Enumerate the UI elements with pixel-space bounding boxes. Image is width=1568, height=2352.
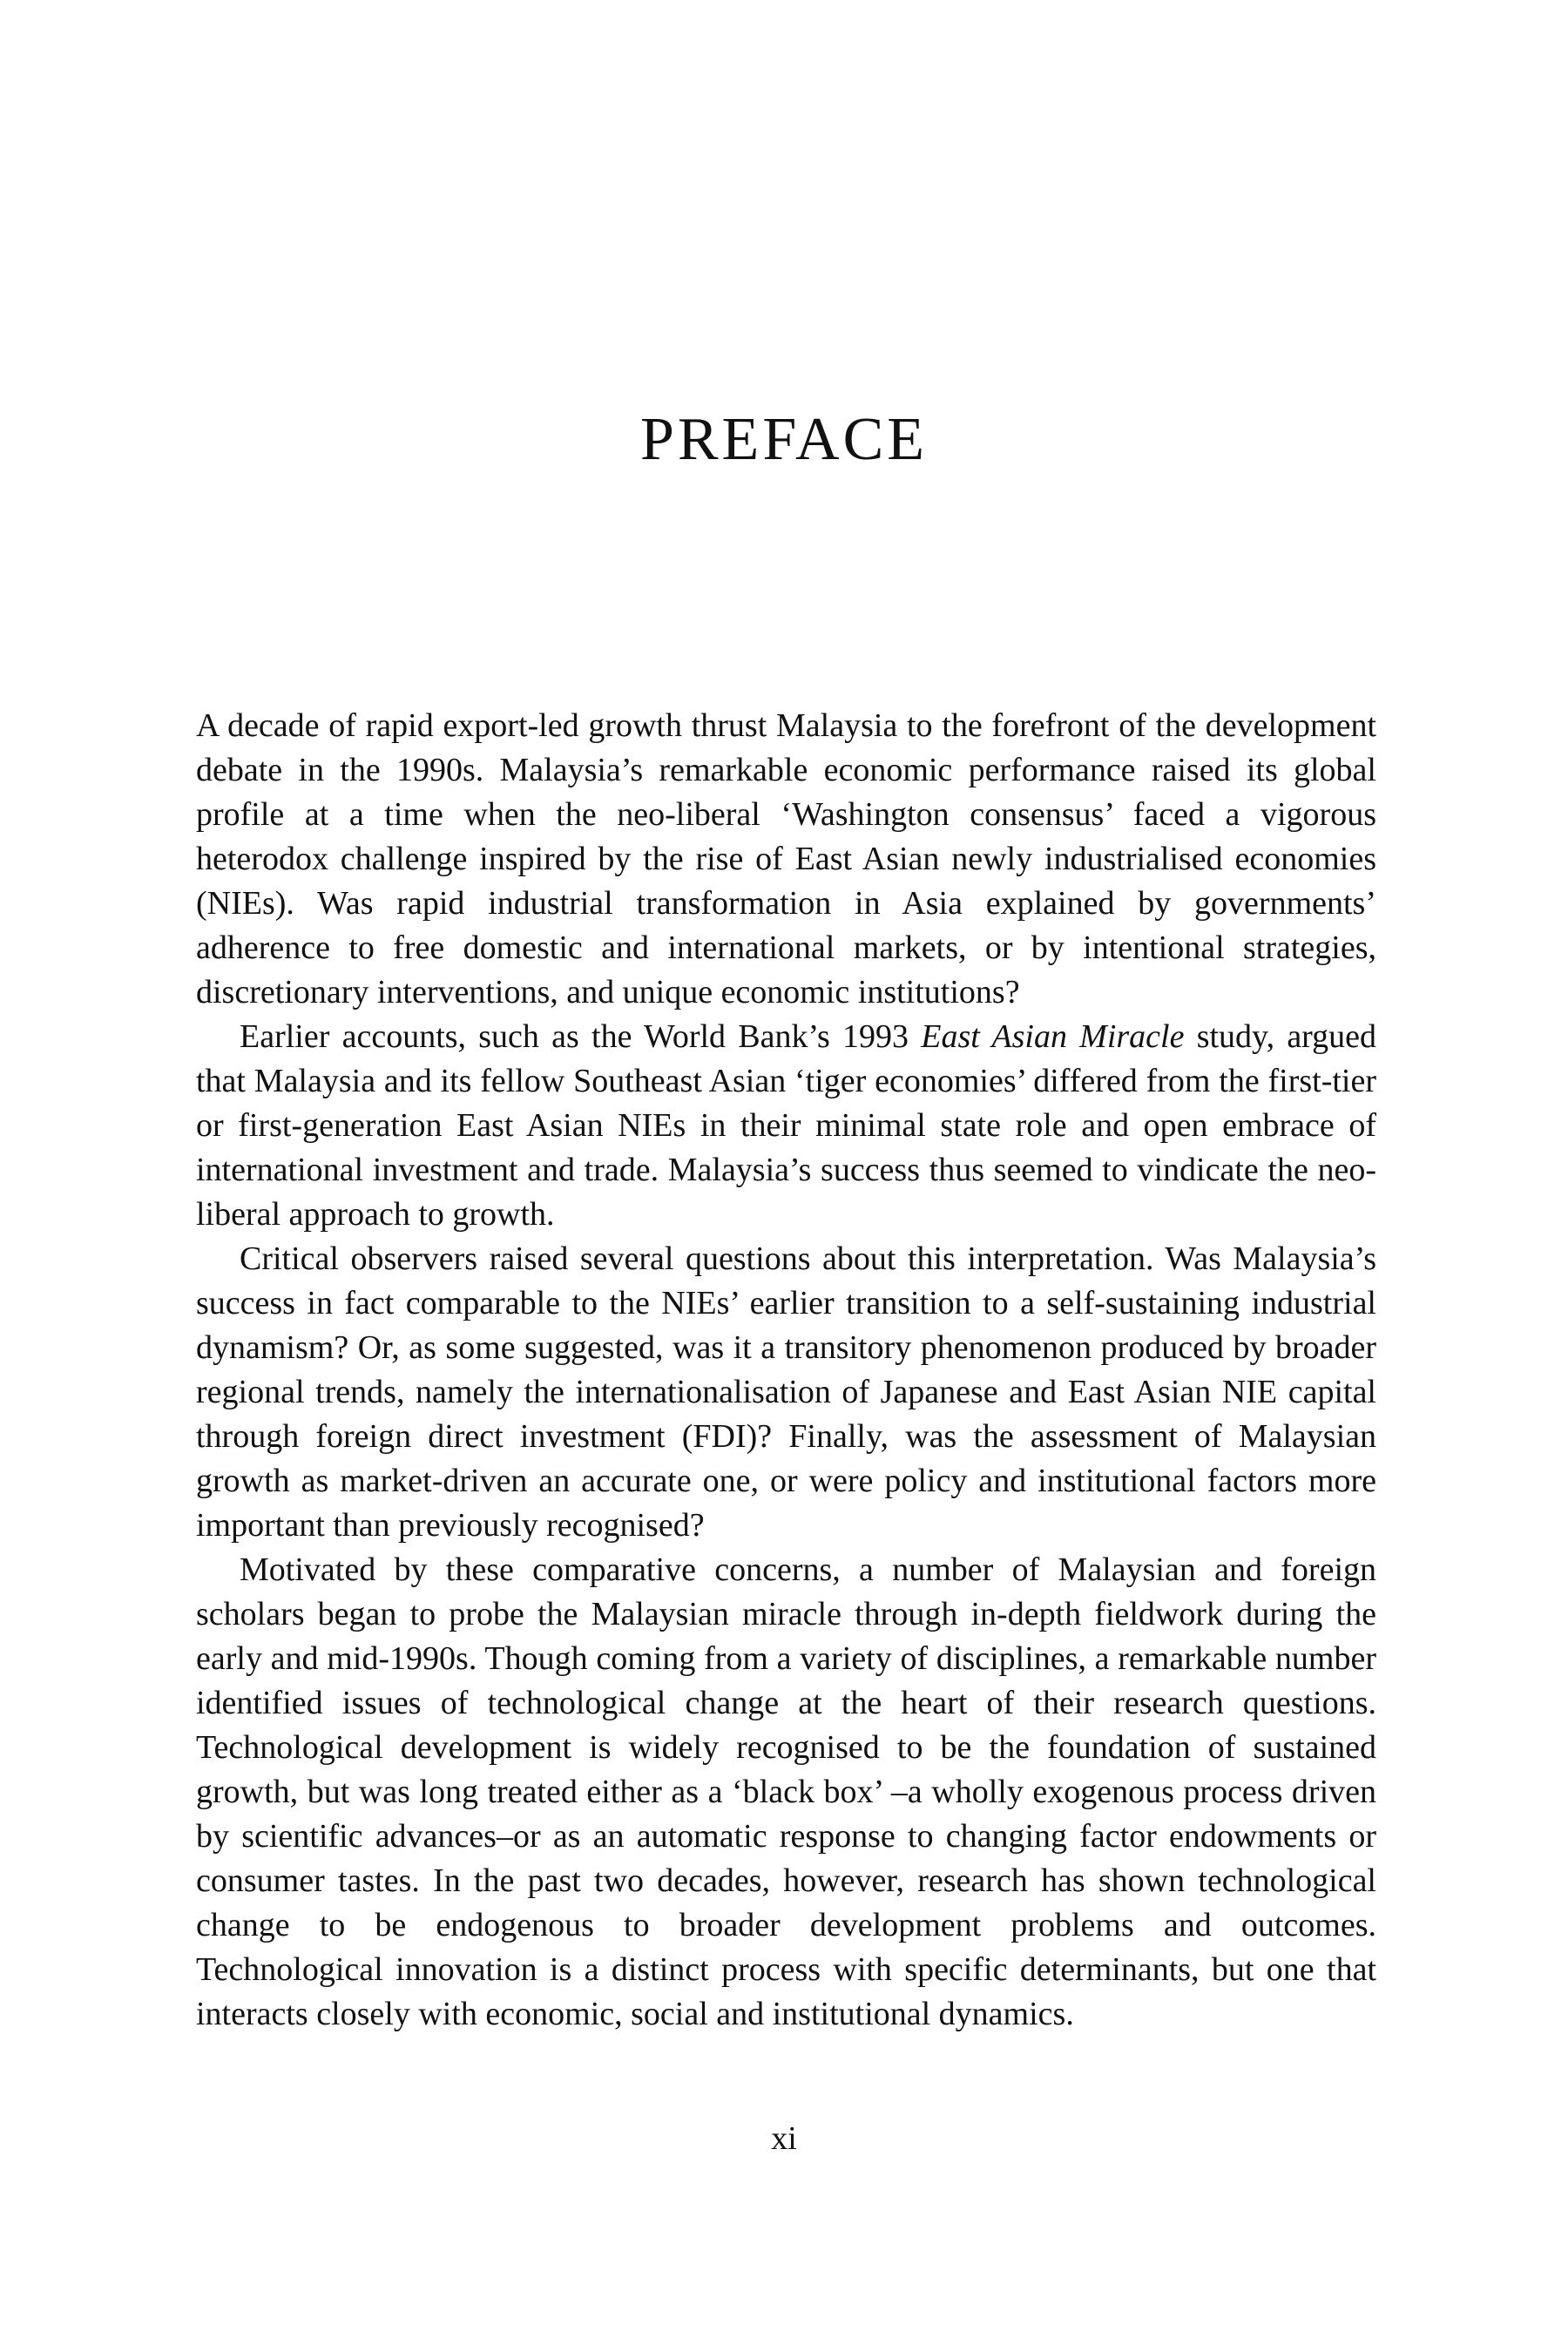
paragraph-4: Motivated by these comparative concerns, a number of Malaysian and foreign scholars began to probe the Malaysian miracle through in-depth fieldwork during the early and mid-1990s. Though coming from a variety of disciplines, a remarkable number identified issues of technological change at the heart of their research questions. Technological development is widely recognised to be the foundation of sustained growth, but was long treated either as a ‘black box’ –a wholly exogenous process driven by scientific advances–or as an automatic response to changing factor endowments or consumer tastes. In the past two decades, however, research has shown technological change to be endogenous to broader development problems and outcomes. Technological innovation is a distinct process with specific determinants, but one that interacts closely with economic, social and institutional dynamics. bbox=[196, 1551, 1376, 2032]
paragraph-2-text-start: Earlier accounts, such as the World Bank’s 1993 bbox=[240, 1018, 922, 1055]
book-title-italic: East Asian Miracle bbox=[921, 1018, 1185, 1055]
paragraph-1: A decade of rapid export-led growth thrust Malaysia to the forefront of the development debate in the 1990s. Malaysia’s remarkable economic performance raised its global profile at a time when the neo-liberal ‘Washington consensus’ faced a vigorous heterodox challenge inspired by the rise of East Asian newly industrialised economies (NIEs). Was rapid industrial transformation in Asia explained by governments’ adherence to free domestic and international markets, or by intentional strategies, discretionary interventions, and unique economic institutions? bbox=[196, 707, 1376, 1010]
paragraph-2-text-end: study, argued that Malaysia and its fellow Southeast Asian ‘tiger economies’ differed from the first-tier or first-generation East Asian NIEs in their minimal state role and open embrace of international investment and trade. Malaysia’s success thus seemed to vindicate the neo-liberal approach to growth. bbox=[196, 1018, 1377, 1233]
preface-body bbox=[196, 704, 1376, 2037]
page-title: PREFACE bbox=[639, 406, 929, 473]
paragraph-2 bbox=[196, 1015, 1376, 1237]
page-number: xi bbox=[771, 2120, 797, 2157]
paragraph-3: Critical observers raised several questions about this interpretation. Was Malaysia’s success in fact comparable to the NIEs’ earlier transition to a self-sustaining industrial dynamism? Or, as some suggested, was it a transitory phenomenon produced by broader regional trends, namely the internationalisation of Japanese and East Asian NIE capital through foreign direct investment (FDI)? Finally, was the assessment of Malaysian growth as market-driven an accurate one, or were policy and institutional factors more important than previously recognised? bbox=[196, 1240, 1376, 1544]
